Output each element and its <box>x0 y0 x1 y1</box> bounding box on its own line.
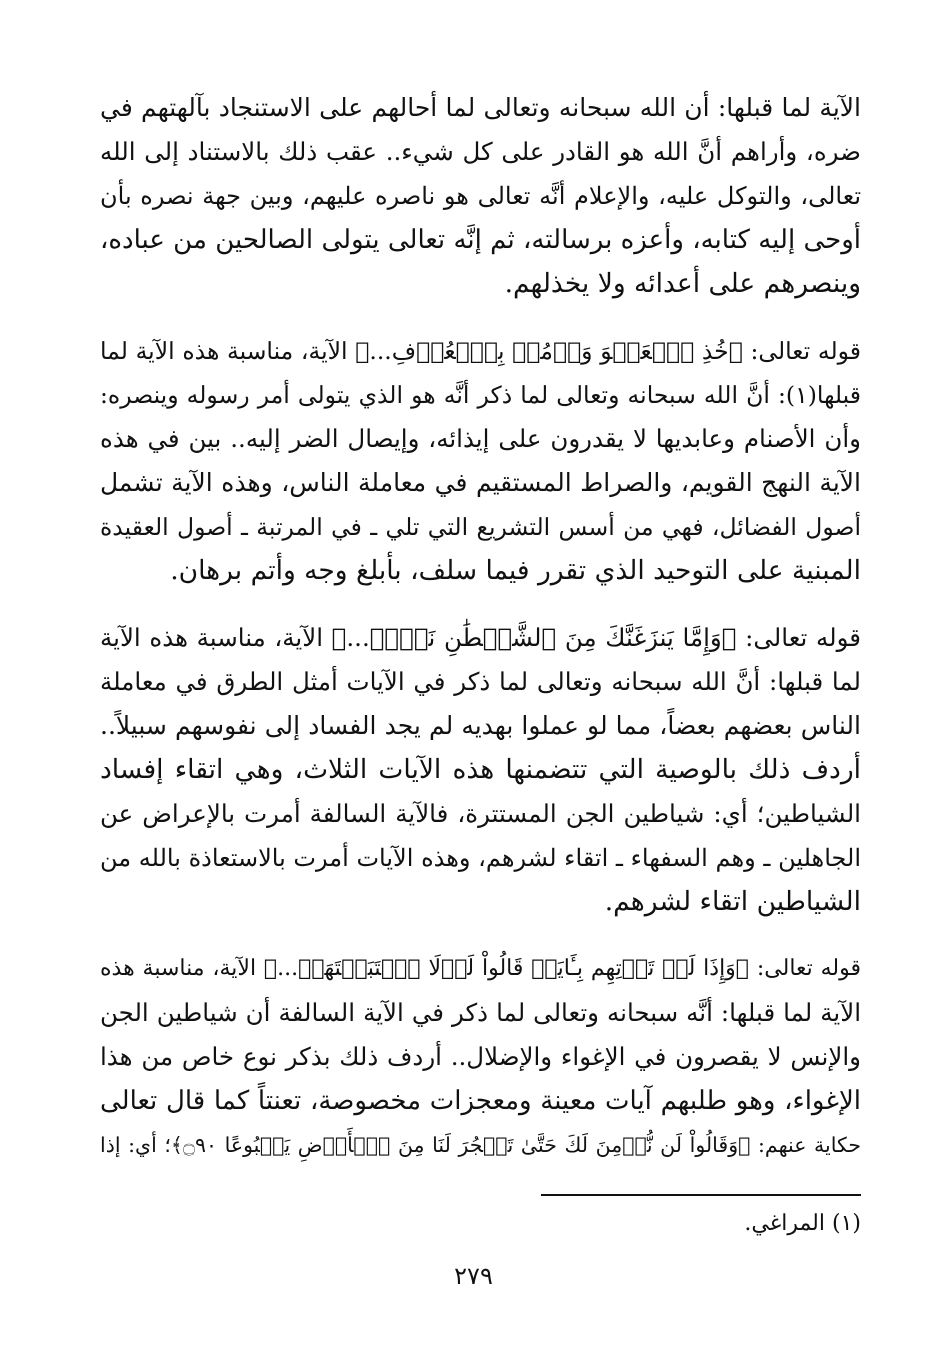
text-line: الإغواء، وهو طلبهم آيات معينة ومعجزات مخصوصة، تعنتاً كما قال تعالى <box>100 1086 861 1116</box>
text-line: الآية لما قبلها: أنَّه سبحانه وتعالى لما ذكر في الآية السالفة أن شياطين الجن <box>100 998 861 1027</box>
text-line: الآية لما قبلها: أن الله سبحانه وتعالى لما أحالهم على الاستنجاد بآلهتهم في <box>100 93 861 122</box>
text-line: أردف ذلك بالوصية التي تتضمنها هذه الآيات الثلاث، وهي اتقاء إفساد <box>100 754 861 785</box>
text-line: وأن الأصنام وعابديها لا يقدرون على إيذائه، وإيصال الضر إليه.. بين في هذه <box>100 424 861 453</box>
page-number: ٢٧٩ <box>454 1262 493 1290</box>
text-line: تعالى، والتوكل عليه، والإعلام أنَّه تعالى هو ناصره عليهم، وبين جهة نصره بأن <box>100 182 861 210</box>
paragraph-3 <box>100 616 861 924</box>
text-line: وينصرهم على أعدائه ولا يخذلهم. <box>504 268 861 299</box>
footnote: (١) المراغي. <box>744 1211 861 1236</box>
footnote-divider <box>541 1194 861 1196</box>
text-line: أصول الفضائل، فهي من أسس التشريع التي تلي ـ في المرتبة ـ أصول العقيدة <box>100 513 861 541</box>
text-line: قوله تعالى: ﴿وَإِذَا لَمۡ تَأۡتِهِم بِـَٔايَةٖ قَالُواْ لَوۡلَا ٱجۡتَبَيۡتَهَاۚ...﴾ الآية، مناسبة هذه <box>100 956 861 981</box>
text-line: أوحى إليه كتابه، وأعزه برسالته، ثم إنَّه تعالى يتولى الصالحين من عباده، <box>100 225 861 255</box>
text-line: قوله تعالى: ﴿وَإِمَّا يَنزَغَنَّكَ مِنَ ٱلشَّيۡطَٰنِ نَزۡغٞ...﴾ الآية، مناسبة هذه الآية <box>100 623 861 652</box>
text-line: الآية النهج القويم، والصراط المستقيم في معاملة الناس، وهذه الآية تشمل <box>100 468 861 497</box>
text-line: لما قبلها: أنَّ الله سبحانه وتعالى لما ذكر في الآيات أمثل الطرق في معاملة <box>100 667 861 696</box>
text-line: المبنية على التوحيد الذي تقرر فيما سلف، بأبلغ وجه وأتم برهان. <box>170 555 861 586</box>
text-line: الناس بعضهم بعضاً، مما لو عملوا بهديه لم يجد الفساد إلى نفوسهم سبيلاً.. <box>100 711 861 740</box>
text-line: الشياطين؛ أي: شياطين الجن المستترة، فالآية السالفة أمرت بالإعراض عن <box>100 799 861 828</box>
paragraph-1 <box>100 86 861 306</box>
text-line: قوله تعالى: ﴿خُذِ ٱلۡعَفۡوَ وَأۡمُرۡ بِٱلۡعُرۡفِ...﴾ الآية، مناسبة هذه الآية لما <box>100 337 861 365</box>
paragraph-4 <box>100 947 861 1167</box>
text-line: ضره، وأراهم أنَّ الله هو القادر على كل شيء.. عقب ذلك بالاستناد إلى الله <box>100 137 861 166</box>
text-line: الشياطين اتقاء لشرهم. <box>604 886 861 917</box>
text-line: قبلها(١): أنَّ الله سبحانه وتعالى لما ذكر أنَّه هو الذي يتولى أمر رسوله وينصره: <box>100 381 861 409</box>
text-line: والإنس لا يقصرون في الإغواء والإضلال.. أردف ذلك بذكر نوع خاص من هذا <box>100 1042 861 1071</box>
text-line: حكاية عنهم: ﴿وَقَالُواْ لَن نُّؤۡمِنَ لَكَ حَتَّىٰ تَفۡجُرَ لَنَا مِنَ ٱلۡأَرۡضِ يَنۢبُوعًا ۝٩٠﴾؛ أي: إذا <box>100 1133 861 1157</box>
paragraph-2 <box>100 329 861 593</box>
body-text <box>100 86 861 1167</box>
text-line: الجاهلين ـ وهم السفهاء ـ اتقاء لشرهم، وهذه الآيات أمرت بالاستعاذة بالله من <box>100 844 861 872</box>
